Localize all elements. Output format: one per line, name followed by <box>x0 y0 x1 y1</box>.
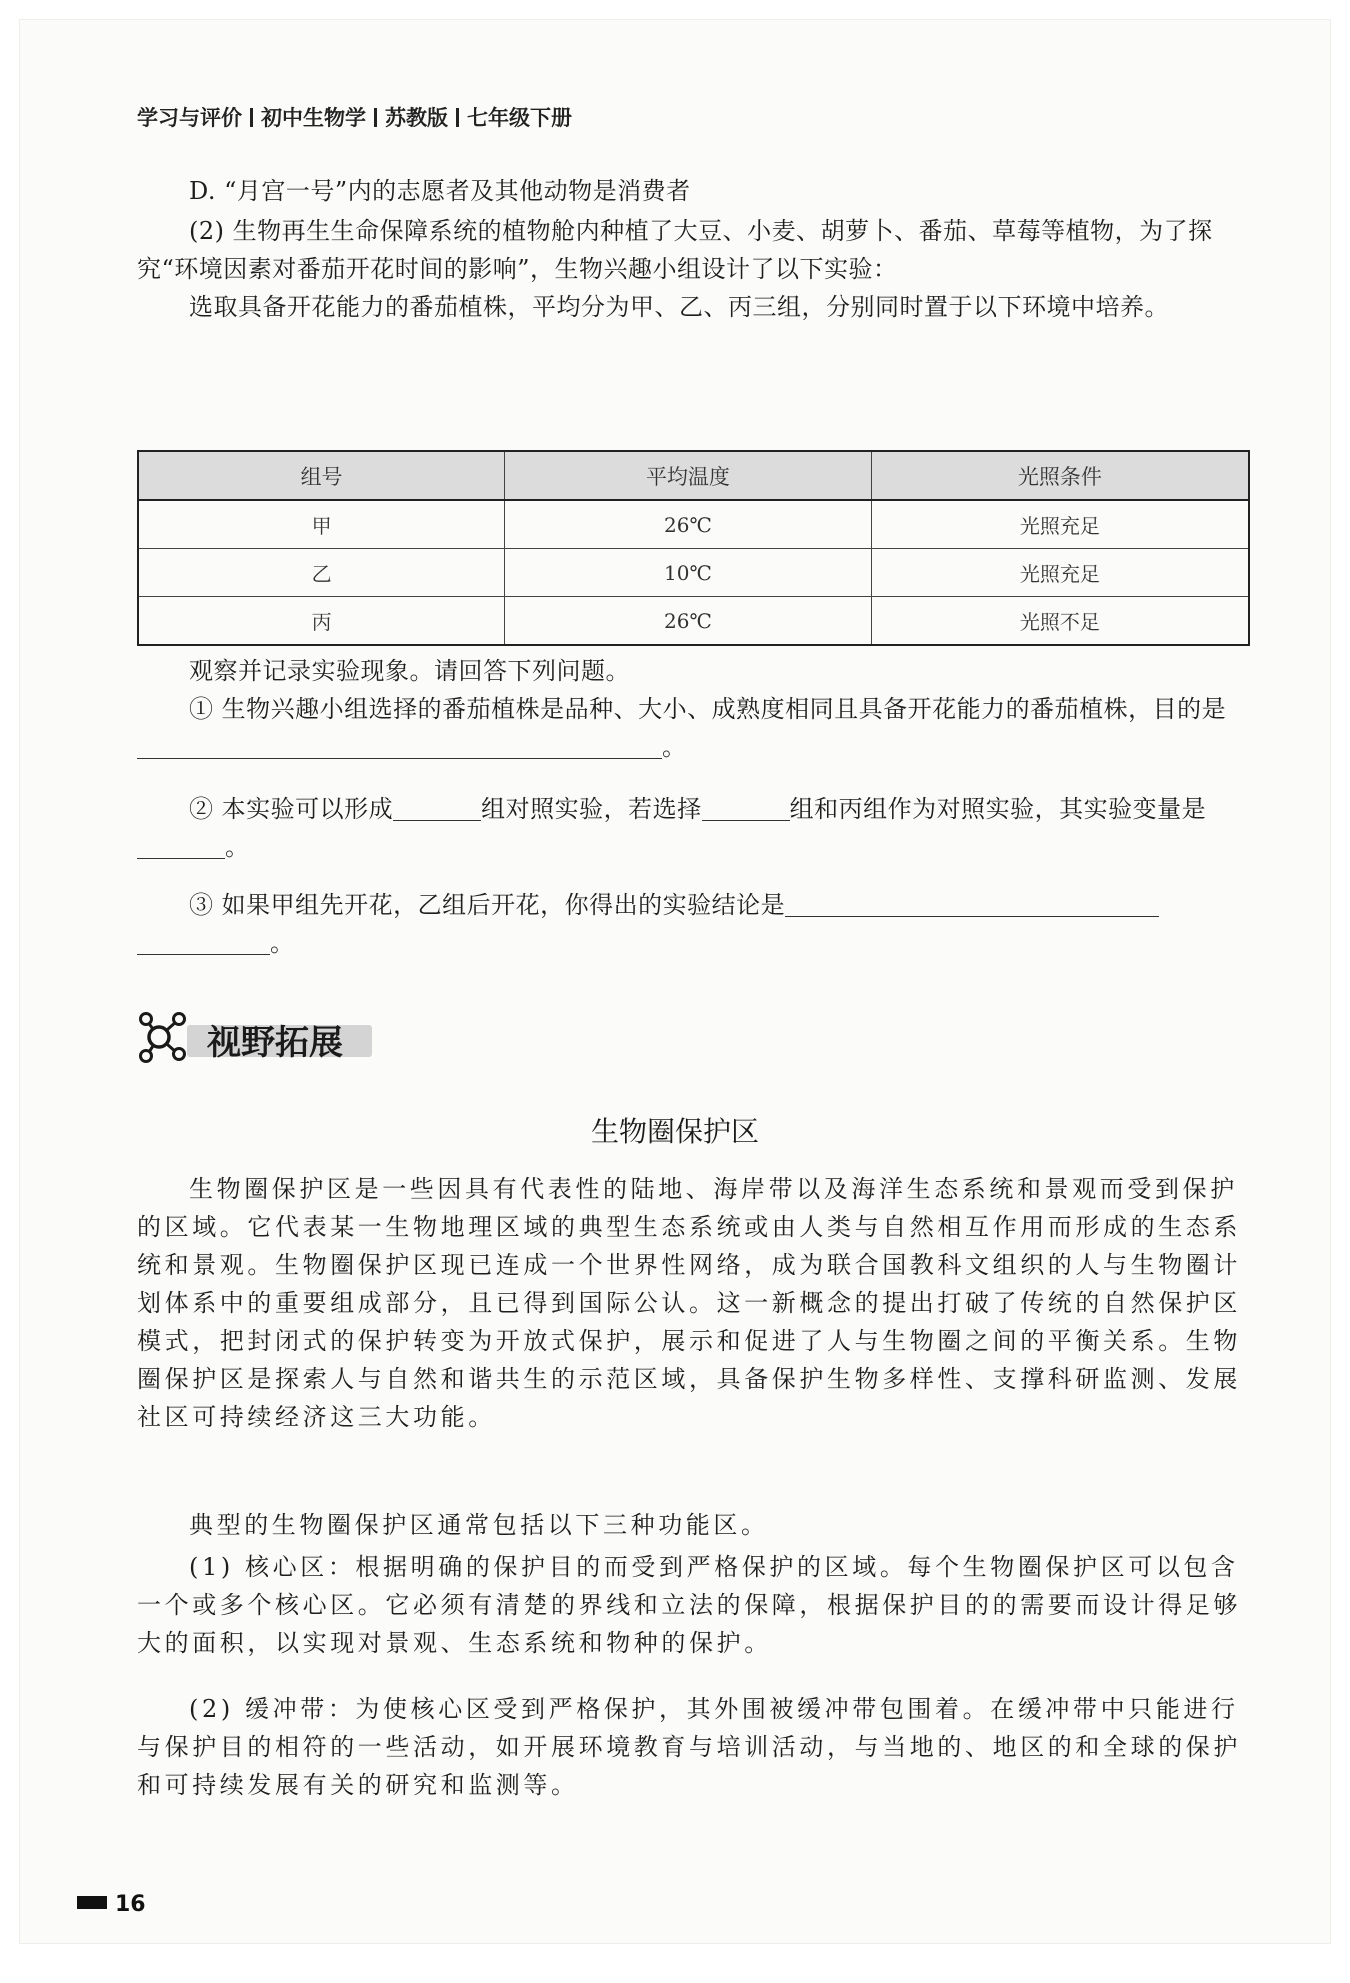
column-header-light: 光照条件 <box>871 451 1249 500</box>
page-number <box>77 1892 146 1917</box>
table-cell: 甲 <box>138 500 505 549</box>
running-header <box>137 102 572 132</box>
table-row <box>138 500 1249 549</box>
header-grade: 七年级下册 <box>467 106 572 130</box>
column-header-temperature: 平均温度 <box>505 451 872 500</box>
header-subject: 初中生物学 <box>261 106 366 130</box>
sub-question-2-part-c: 组和丙组作为对照实验，其实验变量是 <box>789 795 1207 823</box>
sub-question-2 <box>137 790 1250 866</box>
page-number-bar <box>77 1896 107 1909</box>
page-number-text: 16 <box>115 1892 146 1917</box>
column-header-group: 组号 <box>138 451 505 500</box>
punctuation: 。 <box>662 733 687 761</box>
header-separator <box>250 108 253 127</box>
table-header-row <box>138 451 1249 500</box>
table-cell: 乙 <box>138 549 505 597</box>
answer-blank[interactable] <box>393 794 481 821</box>
header-book: 学习与评价 <box>137 106 242 130</box>
sub-question-2-part-a: ② 本实验可以形成 <box>189 795 394 823</box>
table-cell: 光照充足 <box>871 549 1249 597</box>
sub-question-3 <box>137 886 1250 962</box>
table-cell: 光照充足 <box>871 500 1249 549</box>
article-paragraph: 典型的生物圈保护区通常包括以下三种功能区。 <box>189 1511 769 1539</box>
experiment-table <box>137 450 1250 646</box>
textbook-page <box>20 20 1330 1943</box>
option-d: D. “月宫一号”内的志愿者及其他动物是消费者 <box>189 177 691 205</box>
observe-instruction: 观察并记录实验现象。请回答下列问题。 <box>189 657 630 685</box>
molecule-icon <box>137 1005 207 1065</box>
article-paragraph: 生物圈保护区是一些因具有代表性的陆地、海岸带以及海洋生态系统和景观而受到保护的区域。它代表某一生物地理区域的典型生态系统或由人类与自然相互作用而形成的生态系统和景观。生物圈保护区现已连成一个世界性网络，成为联合国教科文组织的人与生物圈计划体系中的重要组成部分，且已得到国际公认。这一新概念的提出打破了传统的自然保护区模式，把封闭式的保护转变为开放式保护，展示和促进了人与生物圈之间的平衡关系。生物圈保护区是探索人与自然和谐共生的示范区域，具备保护生物多样性、支撑科研监测、发展社区可持续经济这三大功能。 <box>137 1175 1241 1431</box>
sub-question-2-part-b: 组对照实验，若选择 <box>481 795 702 823</box>
question-2-intro: (2) 生物再生生命保障系统的植物舱内种植了大豆、小麦、胡萝卜、番茄、草莓等植物，为了探究“环境因素对番茄开花时间的影响”，生物兴趣小组设计了以下实验： <box>137 217 1213 283</box>
section-heading-label: 视野拓展 <box>207 1023 343 1063</box>
answer-blank[interactable] <box>137 732 662 759</box>
header-separator <box>456 108 459 127</box>
punctuation: 。 <box>270 929 295 957</box>
article-title: 生物圈保护区 <box>590 1115 759 1148</box>
article-paragraph: (1) 核心区：根据明确的保护目的而受到严格保护的区域。每个生物圈保护区可以包含一个或多个核心区。它必须有清楚的界线和立法的保障，根据保护目的的需要而设计得足够大的面积，以实现对景观、生态系统和物种的保护。 <box>137 1553 1241 1657</box>
punctuation: 。 <box>225 833 250 861</box>
table-cell: 26℃ <box>505 597 872 646</box>
header-edition: 苏教版 <box>385 106 448 130</box>
header-separator <box>374 108 377 127</box>
sub-question-1-text: ① 生物兴趣小组选择的番茄植株是品种、大小、成熟度相同且具备开花能力的番茄植株，目的是 <box>189 695 1227 723</box>
table-cell: 光照不足 <box>871 597 1249 646</box>
answer-blank[interactable] <box>785 890 1159 917</box>
table-cell: 26℃ <box>505 500 872 549</box>
table-row <box>138 597 1249 646</box>
table-cell: 10℃ <box>505 549 872 597</box>
answer-blank[interactable] <box>702 794 790 821</box>
sub-question-1 <box>137 690 1250 766</box>
section-heading <box>137 1005 377 1065</box>
question-2-setup: 选取具备开花能力的番茄植株，平均分为甲、乙、丙三组，分别同时置于以下环境中培养。 <box>189 293 1169 321</box>
table-cell: 丙 <box>138 597 505 646</box>
sub-question-3-text: ③ 如果甲组先开花，乙组后开花，你得出的实验结论是 <box>189 891 786 919</box>
answer-blank[interactable] <box>137 928 270 955</box>
table-row <box>138 549 1249 597</box>
article-paragraph: (2) 缓冲带：为使核心区受到严格保护，其外围被缓冲带包围着。在缓冲带中只能进行与保护目的相符的一些活动，如开展环境教育与培训活动，与当地的、地区的和全球的保护和可持续发展有关的研究和监测等。 <box>137 1695 1241 1799</box>
answer-blank[interactable] <box>137 832 225 859</box>
